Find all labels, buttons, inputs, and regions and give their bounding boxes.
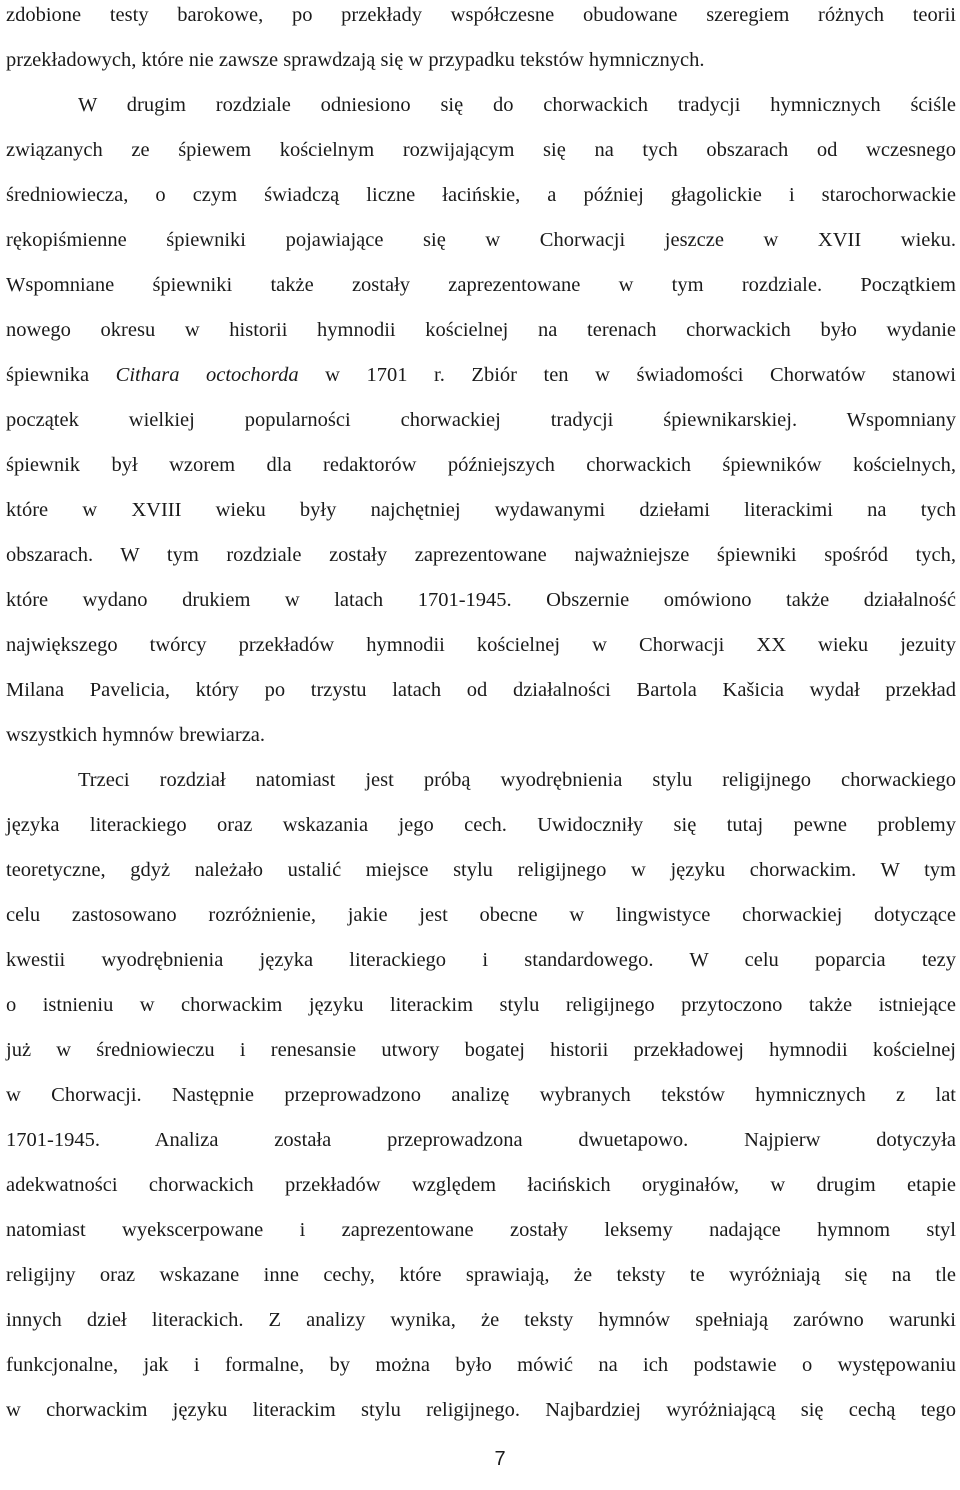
text-line: Trzeci rozdział natomiast jest próbą wyodrębnienia stylu religijnego chorwackiego <box>78 769 956 791</box>
text-line: przekładowych, które nie zawsze sprawdzają się w przypadku tekstów hymnicznych. <box>6 49 705 71</box>
text-line: śpiewnik był wzorem dla redaktorów późniejszych chorwackich śpiewników kościelnych, <box>6 454 956 476</box>
page-number: 7 <box>494 1448 506 1470</box>
text-line: już w średniowieczu i renesansie utwory bogatej historii przekładowej hymnodii kościelnej <box>6 1039 956 1061</box>
text-line: Milana Pavelicia, który po trzystu latach od działalności Bartola Kašicia wydał przekład <box>6 679 956 701</box>
text-line <box>6 360 956 390</box>
text-line: związanych ze śpiewem kościelnym rozwijającym się na tych obszarach od wczesnego <box>6 139 956 161</box>
book-title: Cithara octochorda <box>115 364 299 386</box>
text-line: zdobione testy barokowe, po przekłady współczesne obudowane szeregiem różnych teorii <box>6 4 956 26</box>
text-line: które w XVIII wieku były najchętniej wydawanymi dziełami literackimi na tych <box>6 499 956 521</box>
text-line: innych dzieł literackich. Z analizy wynika, że teksty hymnów spełniają zarówno warunki <box>6 1309 956 1331</box>
text-line: które wydano drukiem w latach 1701-1945. Obszernie omówiono także działalność <box>6 589 956 611</box>
text-line: kwestii wyodrębnienia języka literackiego i standardowego. W celu poparcia tezy <box>6 949 956 971</box>
text-line: średniowiecza, o czym świadczą liczne łacińskie, a później głagolickie i starochorwackie <box>6 184 956 206</box>
text-line: w Chorwacji. Następnie przeprowadzono analizę wybranych tekstów hymnicznych z lat <box>6 1084 956 1106</box>
text-line: o istnieniu w chorwackim języku literackim stylu religijnego przytoczono także istniejące <box>6 994 956 1016</box>
document-page <box>6 0 956 1490</box>
text-line: W drugim rozdziale odniesiono się do chorwackich tradycji hymnicznych ściśle <box>78 94 956 116</box>
text-line: Wspomniane śpiewniki także zostały zaprezentowane w tym rozdziale. Początkiem <box>6 274 956 296</box>
text-segment: w 1701 r. Zbiór ten w świadomości Chorwatów stanowi <box>325 364 957 386</box>
text-line: 1701-1945. Analiza została przeprowadzona dwuetapowo. Najpierw dotyczyła <box>6 1129 956 1151</box>
text-line: w chorwackim języku literackim stylu religijnego. Najbardziej wyróżniającą się cechą tego <box>6 1399 956 1421</box>
text-line: natomiast wyekscerpowane i zaprezentowane zostały leksemy nadające hymnom styl <box>6 1219 956 1241</box>
text-line: adekwatności chorwackich przekładów względem łacińskich oryginałów, w drugim etapie <box>6 1174 956 1196</box>
text-line: nowego okresu w historii hymnodii kościelnej na terenach chorwackich było wydanie <box>6 319 956 341</box>
text-line: największego twórcy przekładów hymnodii kościelnej w Chorwacji XX wieku jezuity <box>6 634 956 656</box>
text-line: języka literackiego oraz wskazania jego cech. Uwidoczniły się tutaj pewne problemy <box>6 814 956 836</box>
text-line: celu zastosowano rozróżnienie, jakie jest obecne w lingwistyce chorwackiej dotyczące <box>6 904 956 926</box>
text-line: teoretyczne, gdyż należało ustalić miejsce stylu religijnego w języku chorwackim. W tym <box>6 859 956 881</box>
text-line: początek wielkiej popularności chorwackiej tradycji śpiewnikarskiej. Wspomniany <box>6 409 956 431</box>
text-line: wszystkich hymnów brewiarza. <box>6 724 266 746</box>
text-segment: śpiewnika <box>6 364 90 386</box>
text-line: obszarach. W tym rozdziale zostały zaprezentowane najważniejsze śpiewniki spośród tych, <box>6 544 956 566</box>
text-line: rękopiśmienne śpiewniki pojawiające się w Chorwacji jeszcze w XVII wieku. <box>6 229 956 251</box>
text-line: funkcjonalne, jak i formalne, by można było mówić na ich podstawie o występowaniu <box>6 1354 956 1376</box>
text-line: religijny oraz wskazane inne cechy, które sprawiają, że teksty te wyróżniają się na tle <box>6 1264 956 1286</box>
